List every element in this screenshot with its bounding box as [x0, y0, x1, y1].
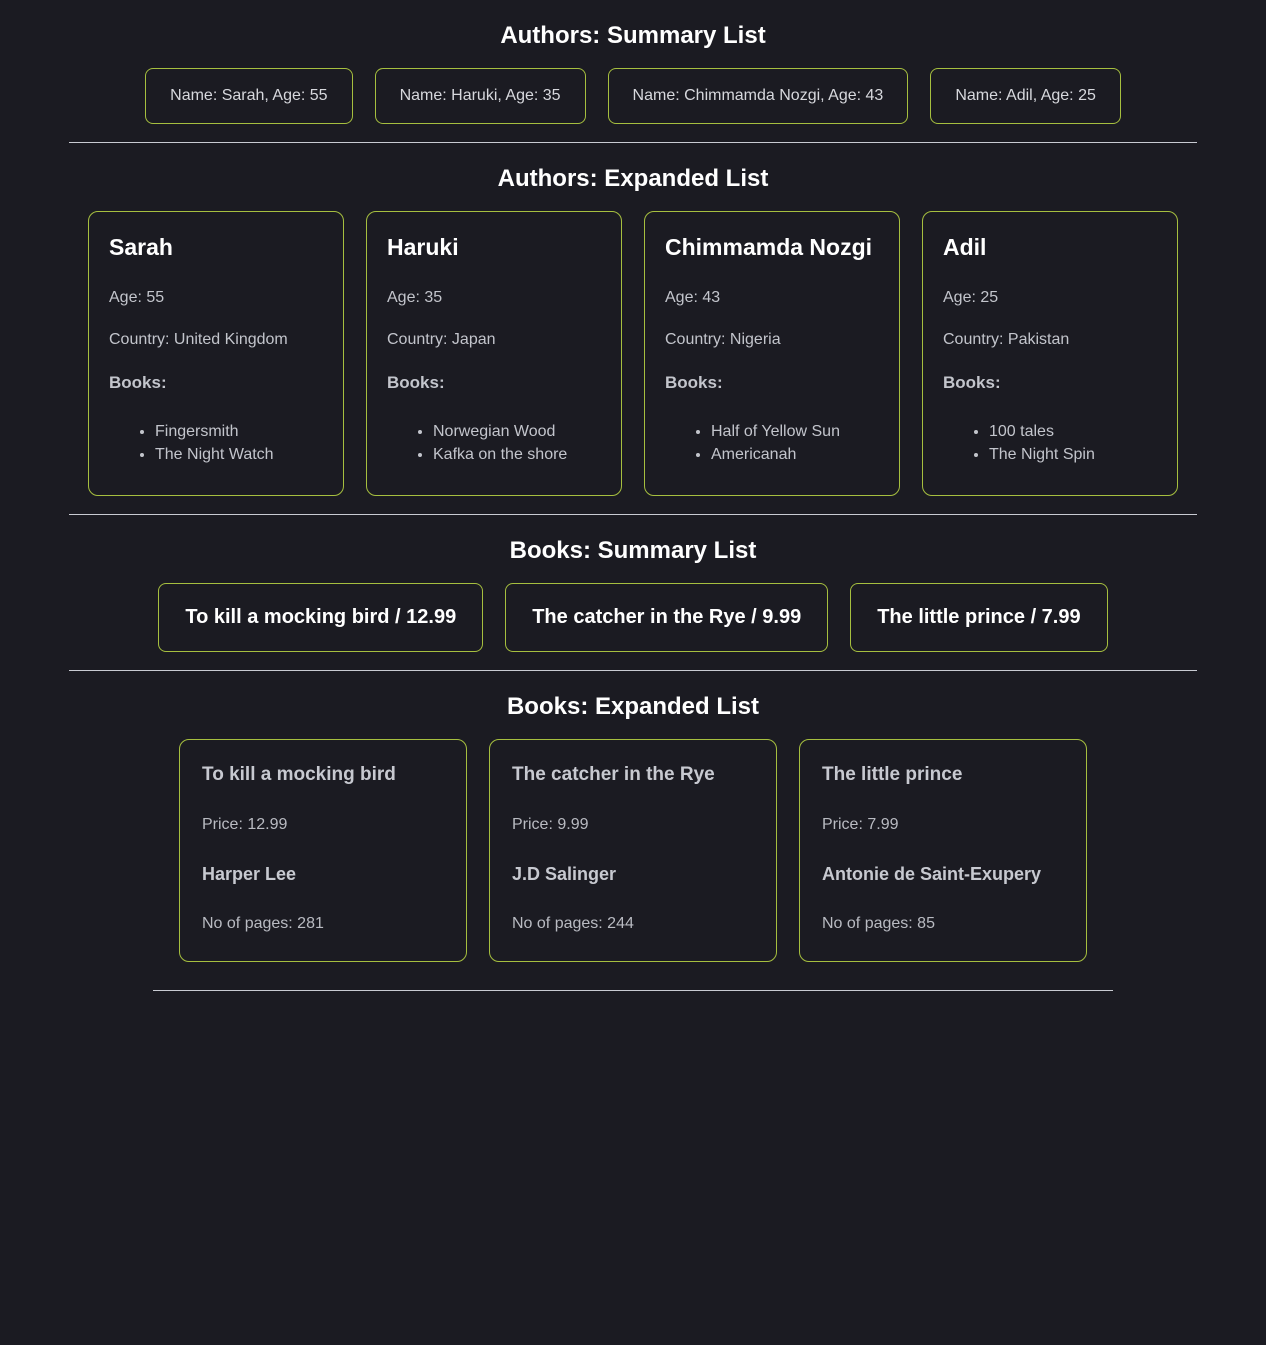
author-country: Country: Pakistan: [943, 331, 1070, 348]
author-name: Haruki: [387, 234, 459, 260]
list-item: • Half of Yellow Sun: [711, 423, 879, 441]
list-item: • 100 tales: [989, 423, 1157, 441]
book-pages: No of pages: 281: [202, 915, 324, 932]
section-divider: [69, 670, 1197, 671]
author-books-label: Books:: [943, 373, 1001, 392]
book-summary-chip: The little prince / 7.99: [850, 583, 1107, 652]
author-age: Age: 55: [109, 289, 165, 306]
authors-summary-heading: Authors: Summary List: [500, 22, 766, 49]
section-divider: [153, 990, 1113, 991]
author-name: Sarah: [109, 234, 173, 260]
book-card: [489, 739, 777, 962]
author-books-list: [387, 423, 601, 464]
list-item: • The Night Spin: [989, 446, 1157, 464]
author-age: Age: 35: [387, 289, 443, 306]
author-books-label: Books:: [387, 373, 445, 392]
author-country: Country: Nigeria: [665, 331, 781, 348]
list-item: • Fingersmith: [155, 423, 323, 441]
author-books-label: Books:: [665, 373, 723, 392]
books-summary-heading: Books: Summary List: [509, 537, 757, 564]
book-author: Antonie de Saint-Exupery: [822, 864, 1042, 884]
author-card: [644, 211, 900, 496]
author-books-label: Books:: [109, 373, 167, 392]
book-price: Price: 9.99: [512, 816, 589, 833]
book-pages: No of pages: 85: [822, 915, 935, 932]
book-author: J.D Salinger: [512, 864, 617, 884]
list-item: • Kafka on the shore: [433, 446, 601, 464]
author-name: Chimmamda Nozgi: [665, 234, 873, 260]
book-card: [179, 739, 467, 962]
book-title: To kill a mocking bird: [202, 764, 396, 785]
author-summary-chip: Name: Haruki, Age: 35: [375, 68, 586, 124]
author-card: [922, 211, 1178, 496]
books-summary-list: [0, 583, 1266, 652]
author-books-list: [109, 423, 323, 464]
book-author: Harper Lee: [202, 864, 297, 884]
book-price: Price: 7.99: [822, 816, 899, 833]
book-card: [799, 739, 1087, 962]
author-country: Country: Japan: [387, 331, 496, 348]
authors-expanded-list: [0, 211, 1266, 496]
authors-expanded-heading: Authors: Expanded List: [497, 165, 769, 192]
author-summary-chip: Name: Adil, Age: 25: [930, 68, 1121, 124]
list-item: • Norwegian Wood: [433, 423, 601, 441]
author-age: Age: 43: [665, 289, 721, 306]
book-title: The catcher in the Rye: [512, 764, 715, 785]
author-summary-chip: Name: Chimmamda Nozgi, Age: 43: [608, 68, 909, 124]
books-expanded-heading: Books: Expanded List: [506, 693, 760, 720]
section-divider: [69, 142, 1197, 143]
books-expanded-list: [0, 739, 1266, 962]
list-item: • Americanah: [711, 446, 879, 464]
book-pages: No of pages: 244: [512, 915, 634, 932]
author-card: [366, 211, 622, 496]
author-age: Age: 25: [943, 289, 999, 306]
section-divider: [69, 514, 1197, 515]
book-summary-chip: To kill a mocking bird / 12.99: [158, 583, 483, 652]
author-summary-chip: Name: Sarah, Age: 55: [145, 68, 352, 124]
author-books-list: [943, 423, 1157, 464]
author-books-list: [665, 423, 879, 464]
book-price: Price: 12.99: [202, 816, 288, 833]
author-country: Country: United Kingdom: [109, 331, 288, 348]
book-title: The little prince: [822, 764, 963, 785]
author-card: [88, 211, 344, 496]
book-summary-chip: The catcher in the Rye / 9.99: [505, 583, 828, 652]
authors-summary-list: [0, 68, 1266, 124]
list-item: • The Night Watch: [155, 446, 323, 464]
author-name: Adil: [943, 234, 987, 260]
